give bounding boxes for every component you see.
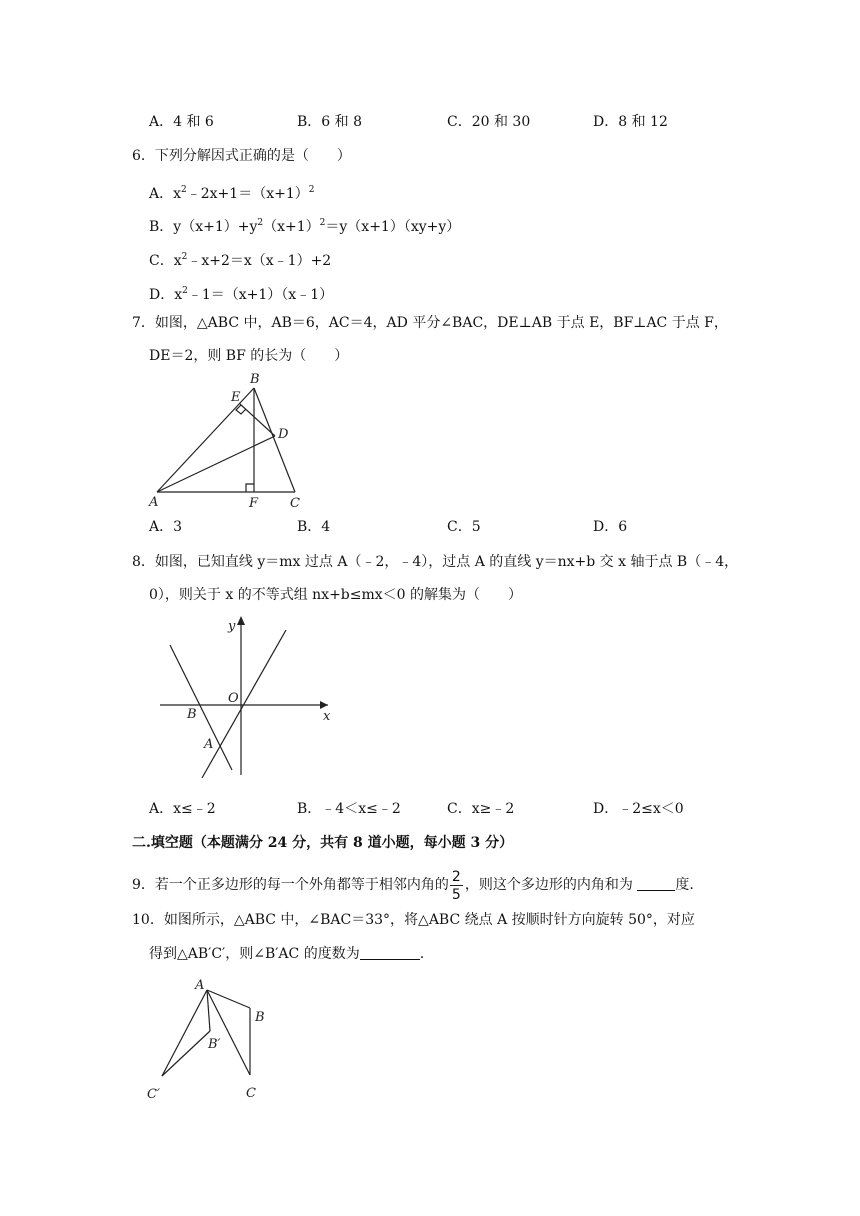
q6-stem: 6．下列分解因式正确的是（ ）: [132, 148, 351, 164]
q6-option-b: B．$y(x+1)+y^2(x+1)^2=y(x+1)(xy+y)$: [149, 218, 461, 235]
q8-line-y-mx: [202, 630, 286, 778]
q8-label-b: B: [187, 707, 197, 722]
q6-option-d: D．$x^2﹣1=(x+1)(x﹣1)$: [149, 286, 334, 303]
q8-graph-figure: [150, 610, 350, 785]
q7-option-c: C．5: [447, 519, 481, 535]
q10-stem-line2: 得到△AB′C′，则∠B′AC 的度数为 .: [149, 946, 425, 962]
q10-segment-b-prime-c-prime: [162, 1031, 210, 1076]
q9-answer-blank[interactable]: [637, 876, 675, 891]
q8-label-o: O: [228, 691, 239, 706]
q10-label-a: A: [195, 978, 205, 993]
q10-label-c: C: [246, 1086, 256, 1101]
q6-option-c: C．$x^2﹣x+2=x(x﹣1)+2$: [149, 252, 332, 269]
q8-option-a: A．x≤﹣2: [149, 801, 216, 817]
q8-label-a: A: [204, 737, 214, 752]
q7-stem-line1: 7．如图，△ABC 中，AB＝6，AC＝4，AD 平分∠BAC，DE⊥AB 于点 E，BF⊥AC 于点 F，: [132, 315, 728, 331]
q8-option-b: B．﹣4＜x≤﹣2: [297, 801, 401, 817]
q5-option-d: D．8 和 12: [593, 114, 668, 130]
q8-x-arrow: [320, 701, 328, 709]
q10-rotation-figure: [140, 975, 280, 1105]
q8-stem-line2: 0），则关于 x 的不等式组 nx+b≤mx＜0 的解集为（ ）: [149, 587, 523, 603]
q7-label-d: D: [278, 427, 289, 442]
q5-option-b: B．6 和 8: [297, 114, 363, 130]
section-2-heading: 二.填空题（本题满分 24 分，共有 8 道小题，每小题 3 分）: [132, 835, 514, 851]
q6-option-a: A．$x^2﹣2x+1=(x+1)^2$: [149, 185, 315, 202]
q10-segment-ac-prime: [162, 990, 207, 1076]
q7-option-d: D．6: [593, 519, 628, 535]
q8-label-y: y: [228, 619, 236, 634]
q7-label-e: E: [231, 390, 241, 405]
q7-label-a: A: [149, 495, 159, 510]
q7-segment-ad: [157, 436, 275, 492]
q8-option-d: D．﹣2≤x＜0: [593, 801, 684, 817]
q7-label-b: B: [250, 372, 260, 387]
q7-right-angle-f: [246, 484, 254, 492]
q7-option-a: A．3: [149, 519, 183, 535]
q8-line-y-nx-b: [170, 645, 232, 770]
q10-label-c-prime: C′: [147, 1087, 160, 1102]
q9-fraction: $\frac{2}{5}$: [449, 868, 465, 902]
q7-label-c: C: [290, 496, 300, 511]
q7-segment-de: [240, 404, 275, 436]
q5-option-c: C．20 和 30: [447, 114, 531, 130]
q10-label-b-prime: B′: [208, 1037, 221, 1052]
q10-segment-ac: [207, 990, 250, 1075]
q8-y-arrow: [237, 616, 245, 625]
q10-label-b: B: [255, 1010, 265, 1025]
q7-stem-line2: DE＝2，则 BF 的长为（ ）: [149, 348, 349, 364]
q7-segment-bc: [254, 388, 295, 492]
q7-option-b: B．4: [297, 519, 331, 535]
q9-stem: 9．若一个正多边形的每一个外角都等于相邻内角的 $\frac{2}{5}$ ，则这个多边形的内角和为 度.: [132, 869, 694, 903]
q5-option-a: A．4 和 6: [149, 114, 214, 130]
q7-triangle-figure: [145, 368, 315, 513]
q8-label-x: x: [323, 709, 331, 724]
q10-segment-ab: [207, 990, 250, 1008]
q7-label-f: F: [249, 496, 259, 511]
q10-answer-blank[interactable]: [360, 945, 420, 960]
q8-option-c: C．x≥﹣2: [447, 801, 515, 817]
q8-stem-line1: 8．如图，已知直线 y＝mx 过点 A（﹣2，﹣4），过点 A 的直线 y＝nx+b 交 x 轴于点 B（﹣4，: [132, 554, 739, 570]
q10-stem-line1: 10．如图所示，△ABC 中，∠BAC＝33°，将△ABC 绕点 A 按顺时针方向旋转 50°，对应: [132, 912, 695, 928]
